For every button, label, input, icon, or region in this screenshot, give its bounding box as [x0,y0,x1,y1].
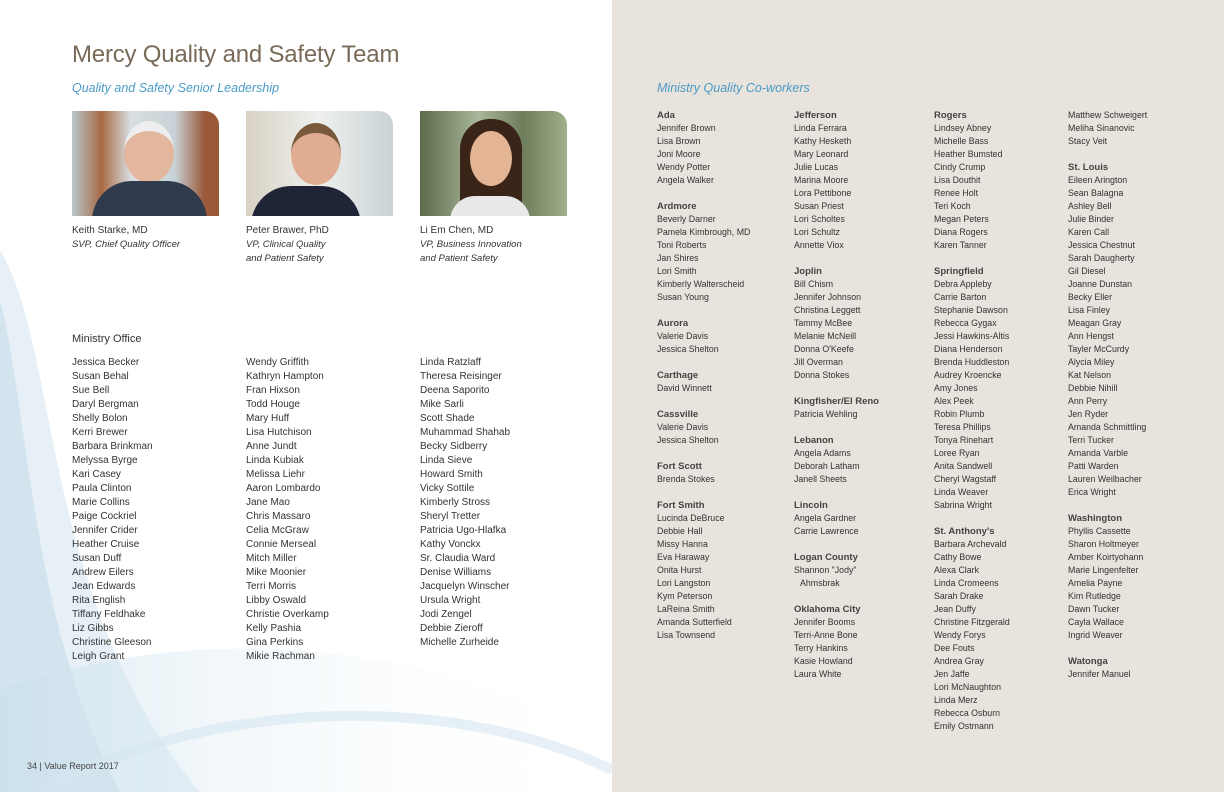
coworker-name: Amanda Varble [1068,448,1128,458]
coworker-name: Lori Schultz [794,227,840,237]
coworker-name: Amber Koirtyohann [1068,552,1144,562]
staff-name: Denise Williams [420,567,492,578]
coworker-name: Eva Haraway [657,552,710,562]
leader-title: VP, Business Innovation [420,239,522,250]
staff-name: Linda Ratzlaff [420,357,481,368]
coworker-name: Jennifer Johnson [794,292,861,302]
staff-name: Linda Kubiak [246,455,304,466]
staff-name: Sue Bell [72,385,110,396]
coworker-name: Meagan Gray [1068,318,1122,328]
coworker-name: Robin Plumb [934,409,985,419]
location-group [657,369,750,395]
portrait-photo [72,111,219,216]
coworker-name: Meliha Sinanovic [1068,123,1135,133]
coworker-name: Mary Leonard [794,149,849,159]
location-group [934,265,1010,512]
staff-name: Becky Sidberry [420,441,488,452]
coworker-name: Christina Leggett [794,305,861,315]
page-footer: 34 | Value Report 2017 [27,761,119,771]
staff-name: Heather Cruise [72,539,140,550]
coworker-name: Tonya Rinehart [934,435,994,445]
staff-name: Libby Oswald [246,595,307,606]
coworker-name: Kimberly Walterscheid [657,279,745,289]
coworker-name: Annette Viox [794,240,844,250]
location-heading: Jefferson [794,110,837,121]
staff-name: Christine Gleeson [72,637,152,648]
coworker-name: Shannon "Jody" [794,565,857,575]
ministry-office-column [246,356,329,664]
coworker-name: Brenda Stokes [657,474,715,484]
coworker-name: Wendy Forys [934,630,986,640]
coworker-name: Janell Sheets [794,474,847,484]
staff-name: Ursula Wright [420,595,481,606]
location-heading: Aurora [657,318,689,329]
coworker-name: Brenda Huddleston [934,357,1010,367]
staff-name: Mikie Rachman [246,651,315,662]
coworker-name: Stacy Veit [1068,136,1108,146]
staff-name: Christie Overkamp [246,609,329,620]
staff-name: Daryl Bergman [72,399,139,410]
coworker-name: Jennifer Manuel [1068,669,1131,679]
coworker-name: Carrie Lawrence [794,526,859,536]
staff-name: Jean Edwards [72,581,136,592]
location-group [794,551,879,590]
staff-name: Vicky Sottile [420,483,475,494]
coworker-name: Phyllis Cassette [1068,526,1131,536]
coworker-name: Carrie Barton [934,292,987,302]
location-group [794,603,879,681]
coworker-name: Linda Cromeens [934,578,999,588]
staff-name: Paige Cockriel [72,511,137,522]
coworker-name: Donna Stokes [794,370,850,380]
location-heading: Fort Scott [657,461,702,472]
coworker-name: Beverly Darner [657,214,716,224]
location-group [934,109,1010,252]
staff-name: Mary Huff [246,413,290,424]
coworker-name: Sharon Holtmeyer [1068,539,1139,549]
staff-name: Jacquelyn Winscher [420,581,510,592]
leader-card [420,111,567,266]
coworker-name: Julie Lucas [794,162,839,172]
coworker-name: Debbie Hall [657,526,703,536]
coworker-name: Lora Pettibone [794,188,852,198]
coworker-name: Erica Wright [1068,487,1116,497]
coworker-name: Alycia Miley [1068,357,1115,367]
location-heading: Cassville [657,409,699,420]
leadership-heading: Quality and Safety Senior Leadership [72,81,280,95]
coworker-name: Ingrid Weaver [1068,630,1123,640]
coworker-name: Donna O'Keefe [794,344,854,354]
location-heading: Rogers [934,110,967,121]
location-heading: St. Louis [1068,162,1109,173]
staff-name: Jodi Zengel [420,609,472,620]
coworker-name: Ahmsbrak [800,578,840,588]
staff-name: Jane Mao [246,497,290,508]
coworker-name: Kathy Hesketh [794,136,852,146]
location-heading: Washington [1068,513,1122,524]
coworker-name: Linda Ferrara [794,123,847,133]
location-group [657,499,750,642]
leader-name: Peter Brawer, PhD [246,225,329,236]
coworker-name: Audrey Kroencke [934,370,1002,380]
location-heading: St. Anthony's [934,526,995,537]
leader-card [72,111,219,252]
staff-name: Chris Massaro [246,511,311,522]
location-heading: Kingfisher/El Reno [794,396,879,407]
staff-name: Aaron Lombardo [246,483,321,494]
coworker-name: Terri Tucker [1068,435,1114,445]
coworker-name: Tayler McCurdy [1068,344,1130,354]
coworker-name: Rebecca Osburn [934,708,1001,718]
coworker-name: Patti Warden [1068,461,1119,471]
staff-name: Debbie Zieroff [420,623,483,634]
coworker-name: Deborah Latham [794,461,860,471]
coworker-name: Jennifer Brown [657,123,716,133]
coworker-name: Valerie Davis [657,422,709,432]
staff-name: Patricia Ugo-Hlafka [420,525,507,536]
staff-name: Anne Jundt [246,441,297,452]
coworker-name: Heather Bumsted [934,149,1003,159]
ministry-office-heading: Ministry Office [72,333,142,345]
coworker-name: Terri-Anne Bone [794,630,858,640]
staff-name: Kathryn Hampton [246,371,324,382]
coworker-name: Lori Langston [657,578,711,588]
coworker-name: Lori Scholtes [794,214,845,224]
coworker-name: Ashley Bell [1068,201,1112,211]
location-heading: Ardmore [657,201,697,212]
location-group [794,265,879,382]
coworker-name: Matthew Schweigert [1068,110,1148,120]
coworker-name: Marie Lingenfelter [1068,565,1139,575]
coworker-name: Lisa Brown [657,136,701,146]
coworker-name: Lori McNaughton [934,682,1001,692]
coworker-name: Amy Jones [934,383,978,393]
staff-name: Jessica Becker [72,357,140,368]
coworker-name: Alex Peek [934,396,974,406]
coworker-name: Diana Henderson [934,344,1003,354]
coworker-name: Lisa Douthit [934,175,981,185]
location-heading: Carthage [657,370,699,381]
coworker-name: Teresa Phillips [934,422,991,432]
coworker-name: Cayla Wallace [1068,617,1124,627]
coworker-name: Bill Chism [794,279,834,289]
coworker-name: Lauren Weilbacher [1068,474,1142,484]
staff-name: Tiffany Feldhake [72,609,146,620]
coworker-name: Angela Gardner [794,513,857,523]
staff-name: Susan Duff [72,553,122,564]
coworker-name: Becky Eller [1068,292,1112,302]
coworker-column [934,109,1010,746]
leader-title: and Patient Safety [420,253,498,264]
coworker-name: Debbie Nihill [1068,383,1118,393]
staff-name: Lisa Hutchison [246,427,312,438]
staff-name: Kimberly Stross [420,497,491,508]
coworker-name: Cathy Bowe [934,552,982,562]
coworker-name: Jill Overman [794,357,843,367]
location-group [657,317,750,356]
coworker-name: Megan Peters [934,214,989,224]
coworker-name: Anita Sandwell [934,461,993,471]
staff-name: Connie Merseal [246,539,317,550]
staff-name: Kari Casey [72,469,121,480]
leader-name: Li Em Chen, MD [420,225,494,236]
coworker-name: Amanda Sutterfield [657,617,732,627]
staff-name: Celia McGraw [246,525,309,536]
coworker-name: Lucinda DeBruce [657,513,725,523]
coworker-name: Kat Nelson [1068,370,1112,380]
coworker-name: Gil Diesel [1068,266,1106,276]
coworker-name: Debra Appleby [934,279,992,289]
leader-title: VP, Clinical Quality [246,239,326,250]
staff-name: Gina Perkins [246,637,304,648]
coworker-name: Lisa Townsend [657,630,716,640]
staff-name: Wendy Griffith [246,357,309,368]
location-group [657,200,750,304]
coworker-name: Renee Holt [934,188,979,198]
coworker-name: Kasie Howland [794,656,853,666]
staff-name: Theresa Reisinger [420,371,502,382]
coworker-name: Julie Binder [1068,214,1114,224]
location-group [794,395,879,421]
coworker-name: Lori Smith [657,266,697,276]
coworker-name: Kym Peterson [657,591,713,601]
staff-name: Fran Hixson [246,385,300,396]
coworker-name: Jennifer Booms [794,617,856,627]
location-group [1068,512,1147,642]
coworker-name: Angela Walker [657,175,714,185]
coworker-name: Cindy Crump [934,162,986,172]
coworker-name: Dawn Tucker [1068,604,1120,614]
location-heading: Logan County [794,552,858,563]
staff-name: Mike Sarli [420,399,464,410]
leader-title: SVP, Chief Quality Officer [72,239,181,250]
coworker-name: Sabrina Wright [934,500,993,510]
coworker-name: Amelia Payne [1068,578,1123,588]
coworker-name: Karen Tanner [934,240,987,250]
coworker-column [657,109,750,655]
location-group [657,460,750,486]
staff-name: Sheryl Tretter [420,511,481,522]
coworker-name: Lindsey Abney [934,123,992,133]
staff-name: Howard Smith [420,469,483,480]
coworker-name: Pamela Kimbrough, MD [657,227,751,237]
location-group [794,109,879,252]
staff-name: Melyssa Byrge [72,455,138,466]
coworker-name: Michelle Bass [934,136,989,146]
coworker-name: Melanie McNeill [794,331,857,341]
ministry-office-column [420,356,510,650]
coworkers-heading: Ministry Quality Co-workers [657,81,810,95]
coworker-name: Jessica Shelton [657,435,719,445]
coworker-name: LaReina Smith [657,604,715,614]
coworker-name: Missy Hanna [657,539,708,549]
coworker-name: Barbara Archevald [934,539,1007,549]
coworker-name: Onita Hurst [657,565,702,575]
location-heading: Watonga [1068,656,1108,667]
location-group [1068,161,1147,499]
location-group [794,499,879,538]
coworker-name: Cheryl Wagstaff [934,474,997,484]
staff-name: Mike Moonier [246,567,307,578]
staff-name: Kerri Brewer [72,427,128,438]
coworker-name: Valerie Davis [657,331,709,341]
coworker-column [1068,109,1147,694]
coworker-name: Laura White [794,669,842,679]
coworker-name: Dee Fouts [934,643,975,653]
staff-name: Scott Shade [420,413,475,424]
staff-name: Jennifer Crider [72,525,138,536]
staff-name: Linda Sieve [420,455,473,466]
coworker-name: Karen Call [1068,227,1110,237]
staff-name: Todd Houge [246,399,300,410]
portrait-photo [420,111,567,216]
location-group [657,109,750,187]
location-group [934,525,1010,733]
location-heading: Lebanon [794,435,834,446]
location-heading: Ada [657,110,675,121]
staff-name: Michelle Zurheide [420,637,499,648]
coworker-name: David Winnett [657,383,712,393]
staff-name: Susan Behal [72,371,129,382]
portrait-photo [246,111,393,216]
ministry-office-column [72,356,153,664]
coworker-name: Jean Duffy [934,604,976,614]
coworker-name: Christine Fitzgerald [934,617,1010,627]
coworker-name: Tammy McBee [794,318,853,328]
coworker-name: Loree Ryan [934,448,980,458]
location-heading: Oklahoma City [794,604,861,615]
coworker-name: Ann Hengst [1068,331,1114,341]
coworker-name: Angela Adams [794,448,851,458]
staff-name: Melissa Liehr [246,469,305,480]
coworker-name: Lisa Finley [1068,305,1111,315]
leader-title: and Patient Safety [246,253,324,264]
staff-name: Shelly Bolon [72,413,128,424]
coworker-name: Eileen Arington [1068,175,1128,185]
staff-name: Terri Morris [246,581,296,592]
coworker-name: Rebecca Gygax [934,318,997,328]
coworker-name: Stephanie Dawson [934,305,1008,315]
location-heading: Fort Smith [657,500,705,511]
coworker-name: Terry Hankins [794,643,848,653]
coworker-name: Jen Ryder [1068,409,1109,419]
coworker-name: Patricia Wehling [794,409,858,419]
coworker-name: Emily Ostmann [934,721,994,731]
coworker-name: Teri Koch [934,201,971,211]
coworker-name: Toni Roberts [657,240,707,250]
coworker-name: Joni Moore [657,149,701,159]
staff-name: Andrew Eilers [72,567,134,578]
page-title: Mercy Quality and Safety Team [72,41,400,68]
coworker-name: Susan Young [657,292,709,302]
coworker-name: Jessica Shelton [657,344,719,354]
staff-name: Deena Saporito [420,385,490,396]
staff-name: Sr. Claudia Ward [420,553,496,564]
right-page [612,0,1224,792]
staff-name: Marie Collins [72,497,130,508]
coworker-name: Kim Rutledge [1068,591,1121,601]
staff-name: Kelly Pashia [246,623,302,634]
location-group [657,408,750,447]
coworker-name: Jessica Chestnut [1068,240,1135,250]
leader-card [246,111,393,266]
location-heading: Lincoln [794,500,828,511]
coworker-name: Susan Priest [794,201,844,211]
staff-name: Barbara Brinkman [72,441,153,452]
leader-name: Keith Starke, MD [72,225,148,236]
coworker-name: Linda Weaver [934,487,989,497]
coworker-name: Wendy Potter [657,162,711,172]
coworker-name: Alexa Clark [934,565,979,575]
location-group [1068,655,1147,681]
location-group [1068,109,1147,148]
coworker-name: Jan Shires [657,253,699,263]
staff-name: Rita English [72,595,126,606]
coworker-name: Amanda Schmittling [1068,422,1147,432]
coworker-name: Diana Rogers [934,227,988,237]
staff-name: Muhammad Shahab [420,427,511,438]
staff-name: Paula Clinton [72,483,132,494]
coworker-name: Ann Perry [1068,396,1108,406]
coworker-name: Joanne Dunstan [1068,279,1133,289]
coworker-name: Sarah Drake [934,591,984,601]
coworker-name: Andrea Gray [934,656,984,666]
staff-name: Leigh Grant [72,651,125,662]
staff-name: Mitch Miller [246,553,297,564]
coworker-name: Sarah Daugherty [1068,253,1135,263]
coworker-name: Jen Jaffe [934,669,970,679]
coworker-column [794,109,879,694]
coworker-name: Jessi Hawkins-Altis [934,331,1010,341]
staff-name: Liz Gibbs [72,623,114,634]
coworker-name: Linda Merz [934,695,978,705]
staff-name: Kathy Vonckx [420,539,481,550]
location-group [794,434,879,486]
coworker-name: Marina Moore [794,175,849,185]
location-heading: Springfield [934,266,984,277]
location-heading: Joplin [794,266,822,277]
coworker-name: Sean Balagna [1068,188,1124,198]
